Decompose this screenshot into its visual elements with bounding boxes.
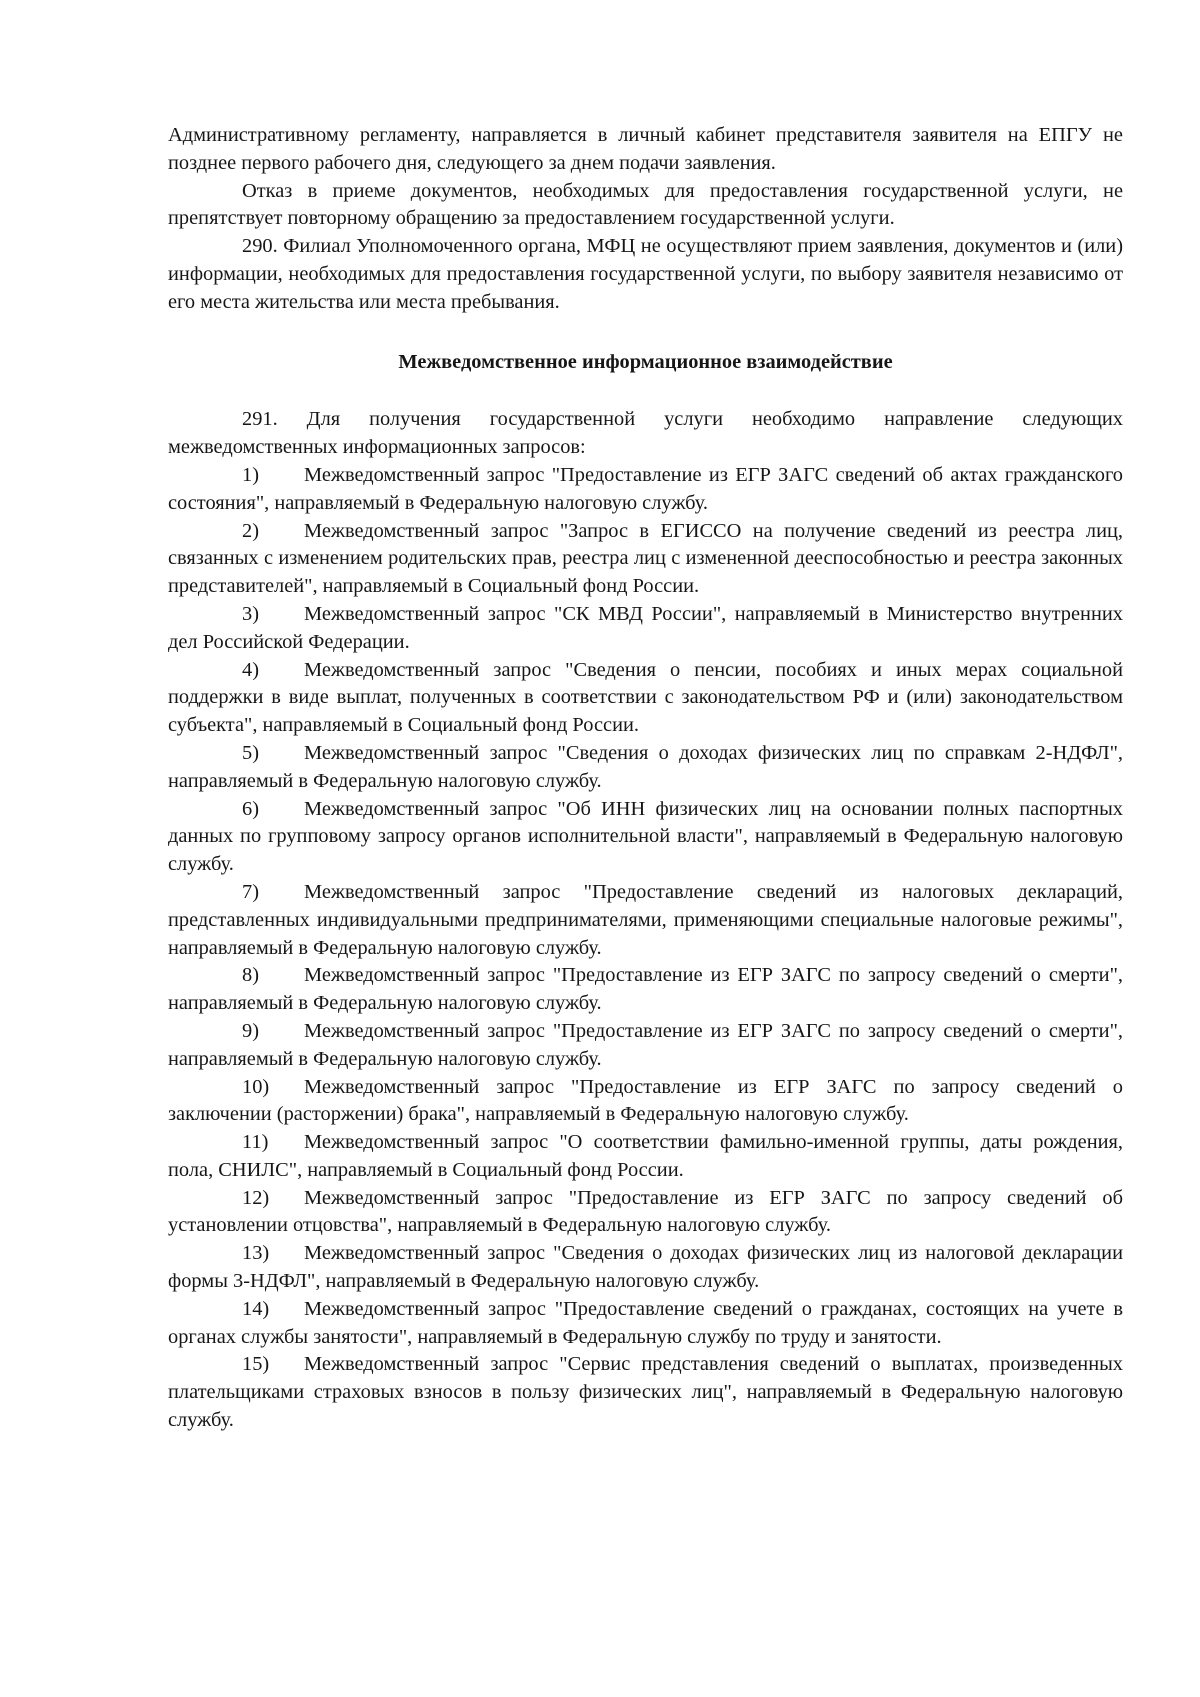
list-item [168, 962, 1123, 1018]
list-item [168, 879, 1123, 962]
list-item-text: Межведомственный запрос "Запрос в ЕГИССО на получение сведений из реестра лиц, связанных с изменением родительских прав, реестра лиц с измененной дееспособностью и реестра законных представителей", направляемый в Социальный фонд России. [168, 519, 1123, 598]
list-item [168, 1240, 1123, 1296]
request-list [168, 462, 1123, 1435]
list-item-number: 15) [242, 1353, 270, 1376]
list-item-number: 1) [242, 463, 259, 486]
list-item [168, 1129, 1123, 1185]
list-item-text: Межведомственный запрос "О соответствии фамильно-именной группы, даты рождения, пола, СНИЛС", направляемый в Социальный фонд России. [168, 1131, 1123, 1181]
list-item-number: 6) [242, 797, 259, 820]
list-item-number: 10) [242, 1075, 270, 1098]
list-item-number: 4) [242, 658, 259, 681]
list-item-text: Межведомственный запрос "Предоставление сведений о гражданах, состоящих на учете в органах службы занятости", направляемый в Федеральную службу по труду и занятости. [168, 1297, 1123, 1348]
list-item-text: Межведомственный запрос "Предоставление сведений из налоговых деклараций, представленных индивидуальными предпринимателями, применяющими специальные налоговые режимы", направляемый в Федеральную налоговую службу. [168, 880, 1123, 959]
list-item-number: 7) [242, 880, 259, 903]
list-item-number: 8) [242, 964, 259, 987]
section-heading: Межведомственное информационное взаимодействие [398, 350, 893, 373]
document-page [168, 122, 1123, 1435]
list-item [168, 740, 1123, 796]
list-item-number: 13) [242, 1242, 270, 1265]
list-item [168, 462, 1123, 518]
list-item-number: 11) [242, 1131, 269, 1154]
list-item-text: Межведомственный запрос "Сервис представления сведений о выплатах, произведенных плательщиками страховых взносов в пользу физических лиц", направляемый в Федеральную налоговую службу. [168, 1353, 1123, 1432]
list-item [168, 1185, 1123, 1241]
list-item-number: 2) [242, 519, 259, 542]
paragraph-291: 291. Для получения государственной услуги необходимо направление следующих межведомственных информационных запросов: [168, 408, 1123, 459]
list-item-text: Межведомственный запрос "Сведения о пенсии, пособиях и иных мерах социальной поддержки в виде выплат, полученных в соответствии с законодательством РФ и (или) законодательством субъекта", направляемый в Социальный фонд России. [168, 658, 1123, 737]
list-item-text: Межведомственный запрос "Предоставление из ЕГР ЗАГС по запросу сведений об установлении отцовства", направляемый в Федеральную налоговую службу. [168, 1186, 1123, 1237]
list-item-number: 12) [242, 1186, 270, 1209]
list-item [168, 657, 1123, 740]
list-item [168, 1018, 1123, 1074]
paragraph-refusal: Отказ в приеме документов, необходимых для предоставления государственной услуги, не препятствует повторному обращению за предоставлением государственной услуги. [168, 179, 1123, 230]
paragraph-290: 290. Филиал Уполномоченного органа, МФЦ не осуществляют прием заявления, документов и (или) информации, необходимых для предоставления государственной услуги, по выбору заявителя независимо от его места жительства или места пребывания. [168, 235, 1123, 313]
list-item-text: Межведомственный запрос "Предоставление из ЕГР ЗАГС сведений об актах гражданского состояния", направляемый в Федеральную налоговую службу. [168, 463, 1123, 514]
list-item-text: Межведомственный запрос "Сведения о доходах физических лиц из налоговой декларации формы 3-НДФЛ", направляемый в Федеральную налоговую службу. [168, 1242, 1123, 1293]
list-item [168, 518, 1123, 601]
list-item [168, 601, 1123, 657]
list-item-text: Межведомственный запрос "Предоставление из ЕГР ЗАГС по запросу сведений о смерти", направляемый в Федеральную налоговую службу. [168, 964, 1123, 1015]
paragraph-intro: Административному регламенту, направляется в личный кабинет представителя заявителя на ЕПГУ не позднее первого рабочего дня, следующего за днем подачи заявления. [168, 124, 1123, 174]
list-item [168, 1074, 1123, 1130]
list-item-text: Межведомственный запрос "СК МВД России", направляемый в Министерство внутренних дел Российской Федерации. [168, 602, 1123, 653]
list-item-text: Межведомственный запрос "Сведения о доходах физических лиц по справкам 2-НДФЛ", направляемый в Федеральную налоговую службу. [168, 741, 1123, 792]
list-item-number: 5) [242, 741, 259, 764]
list-item [168, 796, 1123, 879]
list-item [168, 1351, 1123, 1434]
list-item-text: Межведомственный запрос "Предоставление из ЕГР ЗАГС по запросу сведений о смерти", направляемый в Федеральную налоговую службу. [168, 1019, 1123, 1070]
list-item-text: Межведомственный запрос "Предоставление из ЕГР ЗАГС по запросу сведений о заключении (расторжении) брака", направляемый в Федеральную налоговую службу. [168, 1075, 1123, 1126]
list-item-text: Межведомственный запрос "Об ИНН физических лиц на основании полных паспортных данных по групповому запросу органов исполнительной власти", направляемый в Федеральную налоговую службу. [168, 797, 1123, 876]
list-item [168, 1296, 1123, 1352]
list-item-number: 3) [242, 602, 259, 625]
list-item-number: 14) [242, 1297, 270, 1320]
list-item-number: 9) [242, 1019, 259, 1042]
